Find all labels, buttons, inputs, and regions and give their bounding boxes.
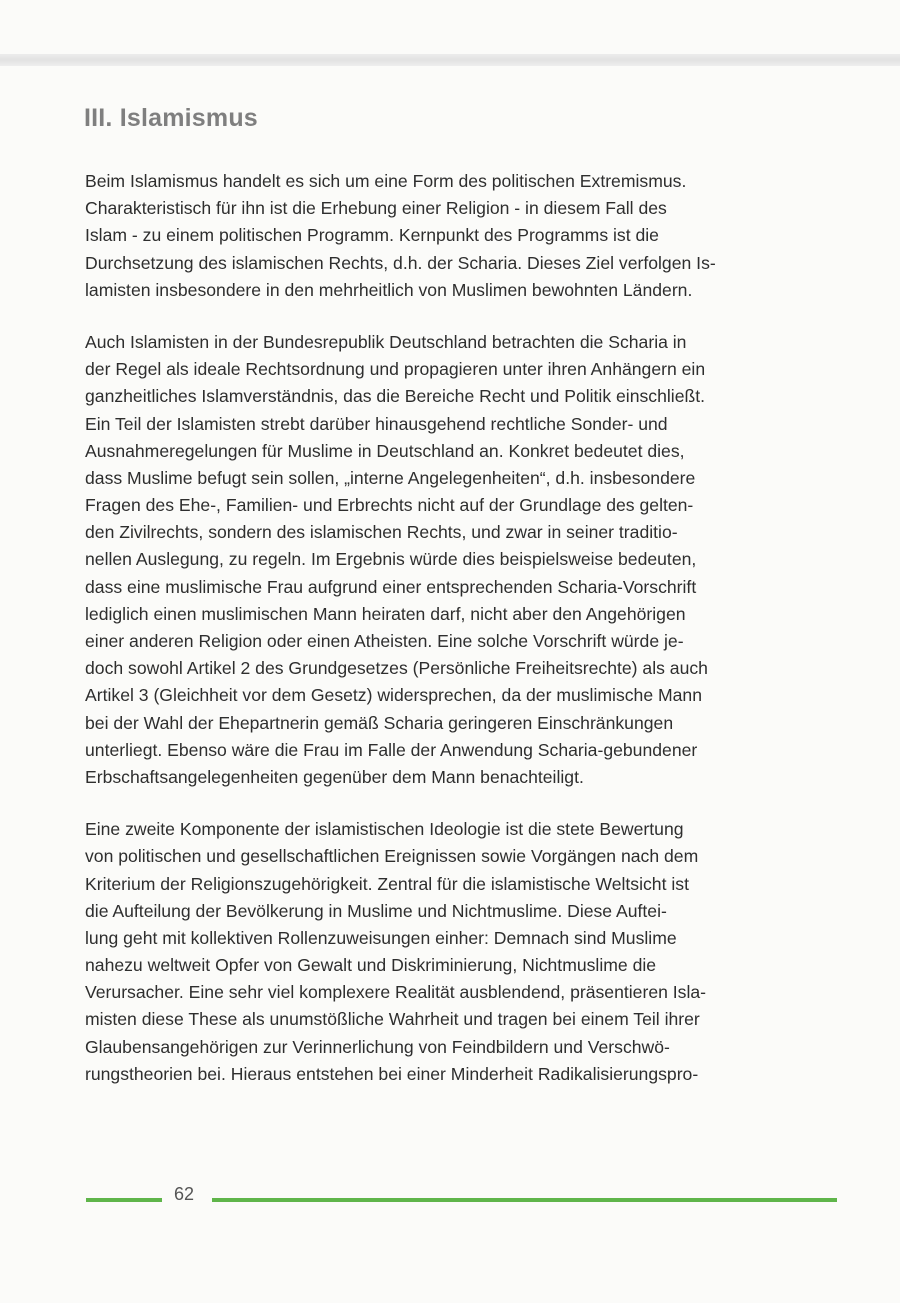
text-line: doch sowohl Artikel 2 des Grundgesetzes (Persönliche Freiheitsrechte) als auch xyxy=(85,658,708,679)
text-line: dass Muslime befugt sein sollen, „interne Angelegenheiten“, d.h. insbesondere xyxy=(85,467,696,488)
text-line: lung geht mit kollektiven Rollenzuweisungen einher: Demnach sind Muslime xyxy=(85,927,677,948)
text-line: Ausnahmeregelungen für Muslime in Deutschland an. Konkret bedeutet dies, xyxy=(85,440,685,461)
text-line: Erbschaftsangelegenheiten gegenüber dem Mann benachteiligt. xyxy=(85,766,584,787)
text-line: bei der Wahl der Ehepartnerin gemäß Scharia geringeren Einschränkungen xyxy=(85,712,674,733)
text-line: misten diese These als unumstößliche Wahrheit und tragen bei einem Teil ihrer xyxy=(85,1009,700,1030)
footer-accent-bar-right xyxy=(212,1198,837,1202)
footer-accent-bar-left xyxy=(86,1198,162,1202)
text-line: Islam - zu einem politischen Programm. Kernpunkt des Programms ist die xyxy=(85,225,659,246)
paragraph-2 xyxy=(85,329,855,791)
text-line: rungstheorien bei. Hieraus entstehen bei einer Minderheit Radikalisierungspro- xyxy=(85,1063,699,1084)
text-line: dass eine muslimische Frau aufgrund einer entsprechenden Scharia-Vorschrift xyxy=(85,576,697,597)
text-line: ganzheitliches Islamverständnis, das die Bereiche Recht und Politik einschließt. xyxy=(85,386,706,407)
text-line: Auch Islamisten in der Bundesrepublik Deutschland betrachten die Scharia in xyxy=(85,331,687,352)
text-line: Eine zweite Komponente der islamistischen Ideologie ist die stete Bewertung xyxy=(85,819,684,840)
text-line: lediglich einen muslimischen Mann heiraten darf, nicht aber den Angehörigen xyxy=(85,603,686,624)
text-line: Durchsetzung des islamischen Rechts, d.h. der Scharia. Dieses Ziel verfolgen Is- xyxy=(85,252,716,273)
top-rule xyxy=(0,54,900,66)
text-line: Glaubensangehörigen zur Verinnerlichung von Feindbildern und Verschwö- xyxy=(85,1036,670,1057)
paragraph-3 xyxy=(85,816,855,1088)
page-footer xyxy=(0,1184,900,1214)
body-text xyxy=(85,168,855,1113)
text-line: den Zivilrechts, sondern des islamischen Rechts, und zwar in seiner traditio- xyxy=(85,522,678,543)
text-line: der Regel als ideale Rechtsordnung und propagieren unter ihren Anhängern ein xyxy=(85,359,706,380)
section-heading: III. Islamismus xyxy=(84,104,258,132)
text-line: nahezu weltweit Opfer von Gewalt und Diskriminierung, Nichtmuslime die xyxy=(85,955,657,976)
text-line: Charakteristisch für ihn ist die Erhebung einer Religion - in diesem Fall des xyxy=(85,198,667,219)
text-line: Kriterium der Religionszugehörigkeit. Zentral für die islamistische Weltsicht ist xyxy=(85,873,689,894)
text-line: die Aufteilung der Bevölkerung in Muslime und Nichtmuslime. Diese Auftei- xyxy=(85,900,667,921)
text-line: Artikel 3 (Gleichheit vor dem Gesetz) widersprechen, da der muslimische Mann xyxy=(85,685,703,706)
text-line: Beim Islamismus handelt es sich um eine Form des politischen Extremismus. xyxy=(85,171,687,191)
text-line: nellen Auslegung, zu regeln. Im Ergebnis würde dies beispielsweise bedeuten, xyxy=(85,549,697,570)
text-line: Fragen des Ehe-, Familien- und Erbrechts nicht auf der Grundlage des gelten- xyxy=(85,495,694,516)
text-line: Verursacher. Eine sehr viel komplexere Realität ausblendend, präsentieren Isla- xyxy=(85,982,707,1003)
text-line: unterliegt. Ebenso wäre die Frau im Falle der Anwendung Scharia-gebundener xyxy=(85,739,698,760)
paragraph-1 xyxy=(85,168,855,304)
page-number: 62 xyxy=(174,1184,195,1204)
text-line: einer anderen Religion oder einen Atheisten. Eine solche Vorschrift würde je- xyxy=(85,631,684,651)
text-line: von politischen und gesellschaftlichen Ereignissen sowie Vorgängen nach dem xyxy=(85,846,699,867)
text-line: Ein Teil der Islamisten strebt darüber hinausgehend rechtliche Sonder- und xyxy=(85,413,668,434)
text-line: lamisten insbesondere in den mehrheitlich von Muslimen bewohnten Ländern. xyxy=(85,279,693,300)
